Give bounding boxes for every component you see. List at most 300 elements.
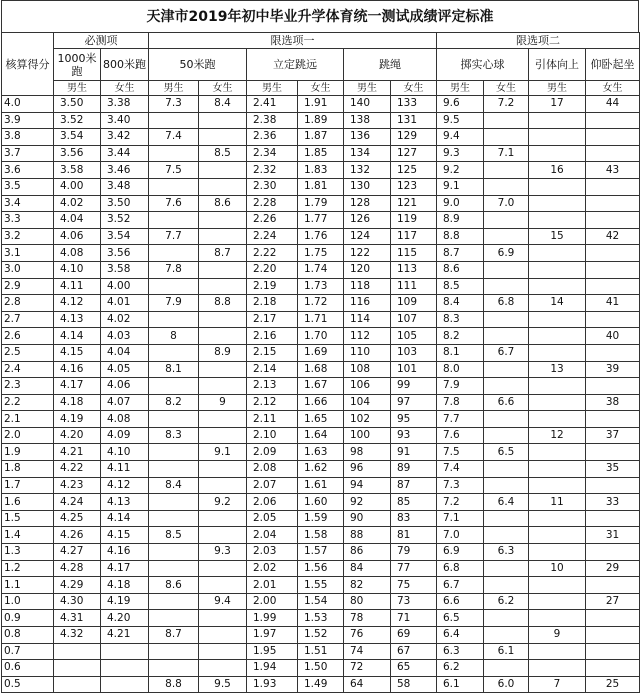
table-cell: 6.3 xyxy=(484,544,529,561)
table-cell: 2.19 xyxy=(247,278,298,295)
score-cell: 3.1 xyxy=(2,245,54,262)
table-cell xyxy=(529,112,586,129)
table-cell: 4.31 xyxy=(54,610,101,627)
table-cell: 6.9 xyxy=(437,544,484,561)
table-cell: 6.6 xyxy=(437,593,484,610)
table-cell: 109 xyxy=(391,295,437,312)
table-cell: 121 xyxy=(391,195,437,212)
table-cell: 113 xyxy=(391,261,437,278)
table-cell: 79 xyxy=(391,544,437,561)
table-cell: 80 xyxy=(344,593,391,610)
table-cell xyxy=(586,411,640,428)
table-cell: 6.5 xyxy=(484,444,529,461)
table-cell: 4.02 xyxy=(54,195,101,212)
table-cell xyxy=(484,461,529,478)
table-cell: 3.56 xyxy=(54,145,101,162)
table-cell: 3.48 xyxy=(101,178,149,195)
table-cell: 90 xyxy=(344,510,391,527)
score-cell: 0.5 xyxy=(2,676,54,693)
table-row xyxy=(2,129,640,146)
table-cell: 7.2 xyxy=(484,96,529,113)
score-cell: 1.1 xyxy=(2,577,54,594)
table-cell xyxy=(484,112,529,129)
table-cell: 25 xyxy=(586,676,640,693)
table-cell: 4.08 xyxy=(101,411,149,428)
score-cell: 2.7 xyxy=(2,311,54,328)
score-cell: 1.2 xyxy=(2,560,54,577)
table-cell xyxy=(484,660,529,677)
table-cell: 7.3 xyxy=(437,477,484,494)
table-cell: 4.20 xyxy=(54,427,101,444)
table-cell: 2.36 xyxy=(247,129,298,146)
table-cell: 4.19 xyxy=(54,411,101,428)
table-cell: 1.81 xyxy=(298,178,344,195)
col-800m-female: 女生 xyxy=(101,81,149,96)
table-cell xyxy=(529,129,586,146)
table-cell: 2.09 xyxy=(247,444,298,461)
table-cell: 7.6 xyxy=(149,195,199,212)
table-cell: 67 xyxy=(391,643,437,660)
table-cell: 2.32 xyxy=(247,162,298,179)
table-cell: 13 xyxy=(529,361,586,378)
table-cell: 2.18 xyxy=(247,295,298,312)
table-cell: 2.07 xyxy=(247,477,298,494)
table-cell: 4.28 xyxy=(54,560,101,577)
table-row xyxy=(2,643,640,660)
table-cell: 1.67 xyxy=(298,378,344,395)
table-cell xyxy=(199,162,247,179)
table-cell: 15 xyxy=(529,228,586,245)
table-cell: 126 xyxy=(344,212,391,229)
table-cell: 8.7 xyxy=(437,245,484,262)
item-rope: 跳绳 xyxy=(344,49,437,81)
table-cell: 4.14 xyxy=(101,510,149,527)
table-cell: 3.38 xyxy=(101,96,149,113)
table-cell: 3.46 xyxy=(101,162,149,179)
table-cell: 3.40 xyxy=(101,112,149,129)
table-cell: 4.23 xyxy=(54,477,101,494)
table-cell: 1.59 xyxy=(298,510,344,527)
score-cell: 3.9 xyxy=(2,112,54,129)
table-cell: 65 xyxy=(391,660,437,677)
table-cell: 4.16 xyxy=(54,361,101,378)
table-cell: 85 xyxy=(391,494,437,511)
table-cell xyxy=(199,411,247,428)
table-cell xyxy=(586,145,640,162)
table-cell xyxy=(199,328,247,345)
table-cell xyxy=(529,328,586,345)
score-cell: 1.8 xyxy=(2,461,54,478)
table-cell: 4.09 xyxy=(101,427,149,444)
table-cell: 1.79 xyxy=(298,195,344,212)
table-row xyxy=(2,96,640,113)
table-cell: 1.75 xyxy=(298,245,344,262)
table-cell: 7.8 xyxy=(149,261,199,278)
table-cell: 6.1 xyxy=(437,676,484,693)
table-cell: 4.13 xyxy=(54,311,101,328)
table-cell xyxy=(529,544,586,561)
table-cell: 11 xyxy=(529,494,586,511)
table-cell: 114 xyxy=(344,311,391,328)
table-cell: 1.89 xyxy=(298,112,344,129)
table-cell xyxy=(484,510,529,527)
table-cell: 81 xyxy=(391,527,437,544)
table-cell: 92 xyxy=(344,494,391,511)
table-row xyxy=(2,676,640,693)
table-cell xyxy=(529,212,586,229)
table-cell xyxy=(199,660,247,677)
table-row xyxy=(2,510,640,527)
table-cell: 86 xyxy=(344,544,391,561)
table-cell: 7.7 xyxy=(149,228,199,245)
table-cell: 41 xyxy=(586,295,640,312)
table-cell: 8.8 xyxy=(199,295,247,312)
table-cell xyxy=(586,544,640,561)
table-cell: 1.83 xyxy=(298,162,344,179)
group-optional-2: 限选项二 xyxy=(437,33,640,49)
table-cell xyxy=(149,544,199,561)
table-cell xyxy=(199,311,247,328)
table-cell: 3.56 xyxy=(101,245,149,262)
table-cell xyxy=(199,361,247,378)
score-cell: 2.8 xyxy=(2,295,54,312)
table-cell: 4.21 xyxy=(101,627,149,644)
table-cell: 1.51 xyxy=(298,643,344,660)
table-cell: 4.13 xyxy=(101,494,149,511)
table-cell xyxy=(529,643,586,660)
table-cell: 4.21 xyxy=(54,444,101,461)
table-cell: 136 xyxy=(344,129,391,146)
table-cell xyxy=(484,411,529,428)
table-cell xyxy=(199,610,247,627)
table-cell: 8.9 xyxy=(437,212,484,229)
table-cell xyxy=(484,212,529,229)
table-cell xyxy=(586,112,640,129)
table-cell xyxy=(529,245,586,262)
table-cell xyxy=(199,228,247,245)
table-cell xyxy=(529,461,586,478)
table-cell: 110 xyxy=(344,344,391,361)
table-cell: 107 xyxy=(391,311,437,328)
table-cell: 9 xyxy=(529,627,586,644)
table-cell: 4.06 xyxy=(101,378,149,395)
table-cell: 2.11 xyxy=(247,411,298,428)
table-cell: 3.50 xyxy=(101,195,149,212)
table-cell xyxy=(484,560,529,577)
table-cell xyxy=(529,610,586,627)
table-cell: 1.76 xyxy=(298,228,344,245)
table-cell: 132 xyxy=(344,162,391,179)
table-cell: 4.22 xyxy=(54,461,101,478)
table-cell xyxy=(529,660,586,677)
col-rope-female: 女生 xyxy=(391,81,437,96)
table-cell: 1.57 xyxy=(298,544,344,561)
table-cell: 4.15 xyxy=(54,344,101,361)
table-cell: 8.2 xyxy=(437,328,484,345)
table-cell: 8.2 xyxy=(149,394,199,411)
table-row xyxy=(2,544,640,561)
score-cell: 3.0 xyxy=(2,261,54,278)
table-cell: 38 xyxy=(586,394,640,411)
table-cell: 40 xyxy=(586,328,640,345)
table-cell: 8.5 xyxy=(199,145,247,162)
table-cell: 8.7 xyxy=(149,627,199,644)
score-cell: 0.9 xyxy=(2,610,54,627)
table-cell xyxy=(529,444,586,461)
table-row xyxy=(2,560,640,577)
table-cell xyxy=(199,212,247,229)
table-cell: 1.68 xyxy=(298,361,344,378)
table-cell: 2.28 xyxy=(247,195,298,212)
table-row xyxy=(2,593,640,610)
table-cell: 3.52 xyxy=(54,112,101,129)
table-cell: 4.24 xyxy=(54,494,101,511)
table-cell xyxy=(586,444,640,461)
table-cell: 7.7 xyxy=(437,411,484,428)
table-cell: 1.72 xyxy=(298,295,344,312)
table-cell xyxy=(149,378,199,395)
table-cell: 9.1 xyxy=(437,178,484,195)
table-cell: 99 xyxy=(391,378,437,395)
table-cell xyxy=(484,378,529,395)
table-row xyxy=(2,178,640,195)
table-cell: 6.8 xyxy=(484,295,529,312)
table-body xyxy=(2,96,640,693)
table-cell xyxy=(149,245,199,262)
table-cell: 8.3 xyxy=(149,427,199,444)
table-cell: 8.8 xyxy=(149,676,199,693)
table-cell: 4.07 xyxy=(101,394,149,411)
score-cell: 1.6 xyxy=(2,494,54,511)
table-cell: 4.26 xyxy=(54,527,101,544)
table-cell: 140 xyxy=(344,96,391,113)
table-cell: 7.6 xyxy=(437,427,484,444)
table-cell: 2.13 xyxy=(247,378,298,395)
table-row xyxy=(2,494,640,511)
table-cell: 9.3 xyxy=(437,145,484,162)
table-cell xyxy=(484,627,529,644)
table-cell: 3.44 xyxy=(101,145,149,162)
table-cell xyxy=(484,311,529,328)
table-cell xyxy=(529,344,586,361)
table-cell xyxy=(199,261,247,278)
table-cell xyxy=(484,577,529,594)
score-cell: 0.6 xyxy=(2,660,54,677)
table-cell xyxy=(149,112,199,129)
table-cell xyxy=(484,261,529,278)
table-cell: 1.71 xyxy=(298,311,344,328)
table-row xyxy=(2,328,640,345)
table-cell: 1.97 xyxy=(247,627,298,644)
table-cell xyxy=(199,461,247,478)
table-cell: 124 xyxy=(344,228,391,245)
table-cell: 2.38 xyxy=(247,112,298,129)
table-cell: 93 xyxy=(391,427,437,444)
table-cell xyxy=(199,510,247,527)
table-cell: 4.11 xyxy=(101,461,149,478)
table-cell: 8.4 xyxy=(437,295,484,312)
table-cell: 6.8 xyxy=(437,560,484,577)
table-cell: 95 xyxy=(391,411,437,428)
score-cell: 3.4 xyxy=(2,195,54,212)
table-cell xyxy=(101,643,149,660)
standards-sheet xyxy=(1,0,639,693)
table-cell: 1.95 xyxy=(247,643,298,660)
table-cell xyxy=(199,627,247,644)
table-cell: 9.3 xyxy=(199,544,247,561)
table-row xyxy=(2,145,640,162)
table-row xyxy=(2,261,640,278)
table-cell xyxy=(484,527,529,544)
table-cell xyxy=(54,643,101,660)
table-cell: 94 xyxy=(344,477,391,494)
table-cell xyxy=(149,311,199,328)
table-cell: 4.02 xyxy=(101,311,149,328)
table-cell xyxy=(149,510,199,527)
item-800m: 800米跑 xyxy=(101,49,149,81)
col-pullup-male: 男生 xyxy=(529,81,586,96)
table-cell xyxy=(199,278,247,295)
score-cell: 1.5 xyxy=(2,510,54,527)
table-cell: 103 xyxy=(391,344,437,361)
table-row xyxy=(2,411,640,428)
score-cell: 3.7 xyxy=(2,145,54,162)
score-cell: 2.4 xyxy=(2,361,54,378)
table-cell: 7.1 xyxy=(484,145,529,162)
table-cell: 122 xyxy=(344,245,391,262)
table-cell: 7.0 xyxy=(484,195,529,212)
table-cell: 71 xyxy=(391,610,437,627)
table-cell: 17 xyxy=(529,96,586,113)
table-cell: 9.4 xyxy=(199,593,247,610)
table-cell: 1.99 xyxy=(247,610,298,627)
table-cell: 6.9 xyxy=(484,245,529,262)
table-cell: 1.56 xyxy=(298,560,344,577)
item-situp: 仰卧起坐 xyxy=(586,49,640,81)
table-cell: 1.53 xyxy=(298,610,344,627)
table-cell: 3.58 xyxy=(54,162,101,179)
table-cell xyxy=(54,676,101,693)
table-cell xyxy=(586,378,640,395)
table-cell xyxy=(586,643,640,660)
table-cell: 7.5 xyxy=(437,444,484,461)
table-cell: 111 xyxy=(391,278,437,295)
table-row xyxy=(2,444,640,461)
table-cell: 7.1 xyxy=(437,510,484,527)
table-cell: 8.6 xyxy=(437,261,484,278)
table-cell: 2.34 xyxy=(247,145,298,162)
table-cell: 4.17 xyxy=(101,560,149,577)
table-cell: 8.5 xyxy=(437,278,484,295)
col-shot-female: 女生 xyxy=(484,81,529,96)
table-cell: 133 xyxy=(391,96,437,113)
table-cell: 6.4 xyxy=(437,627,484,644)
table-cell: 9.4 xyxy=(437,129,484,146)
table-cell: 69 xyxy=(391,627,437,644)
table-row xyxy=(2,660,640,677)
table-cell xyxy=(529,411,586,428)
table-cell: 78 xyxy=(344,610,391,627)
table-cell xyxy=(149,560,199,577)
table-cell: 6.5 xyxy=(437,610,484,627)
table-cell: 6.2 xyxy=(484,593,529,610)
table-cell: 7.9 xyxy=(149,295,199,312)
table-cell: 4.16 xyxy=(101,544,149,561)
table-cell: 97 xyxy=(391,394,437,411)
table-cell: 43 xyxy=(586,162,640,179)
table-cell: 117 xyxy=(391,228,437,245)
table-cell xyxy=(149,212,199,229)
table-cell: 4.29 xyxy=(54,577,101,594)
table-cell: 39 xyxy=(586,361,640,378)
score-cell: 3.6 xyxy=(2,162,54,179)
table-cell: 4.10 xyxy=(101,444,149,461)
table-cell xyxy=(586,660,640,677)
table-cell xyxy=(199,643,247,660)
item-1000m: 1000米跑 xyxy=(54,49,101,81)
score-cell: 3.8 xyxy=(2,129,54,146)
table-cell: 4.11 xyxy=(54,278,101,295)
table-cell: 4.03 xyxy=(101,328,149,345)
table-cell: 1.58 xyxy=(298,527,344,544)
table-cell: 7 xyxy=(529,676,586,693)
table-cell: 4.04 xyxy=(54,212,101,229)
table-cell: 89 xyxy=(391,461,437,478)
table-cell: 8 xyxy=(149,328,199,345)
table-cell: 112 xyxy=(344,328,391,345)
score-cell: 2.9 xyxy=(2,278,54,295)
table-cell: 4.08 xyxy=(54,245,101,262)
table-cell xyxy=(484,610,529,627)
table-cell: 1.49 xyxy=(298,676,344,693)
table-cell: 14 xyxy=(529,295,586,312)
table-cell: 9.0 xyxy=(437,195,484,212)
table-cell: 123 xyxy=(391,178,437,195)
table-cell xyxy=(586,195,640,212)
table-cell: 75 xyxy=(391,577,437,594)
table-cell: 98 xyxy=(344,444,391,461)
table-cell: 83 xyxy=(391,510,437,527)
table-cell: 1.65 xyxy=(298,411,344,428)
table-cell: 4.25 xyxy=(54,510,101,527)
table-cell xyxy=(529,527,586,544)
table-cell: 2.05 xyxy=(247,510,298,527)
table-cell: 7.0 xyxy=(437,527,484,544)
item-pullup: 引体向上 xyxy=(529,49,586,81)
score-cell: 1.7 xyxy=(2,477,54,494)
table-cell: 64 xyxy=(344,676,391,693)
table-cell: 35 xyxy=(586,461,640,478)
table-cell xyxy=(586,477,640,494)
table-cell: 100 xyxy=(344,427,391,444)
table-cell: 8.9 xyxy=(199,344,247,361)
table-cell: 8.4 xyxy=(199,96,247,113)
table-cell: 6.7 xyxy=(437,577,484,594)
table-cell: 8.6 xyxy=(199,195,247,212)
group-optional-1: 限选项一 xyxy=(149,33,437,49)
table-cell: 8.8 xyxy=(437,228,484,245)
table-cell: 29 xyxy=(586,560,640,577)
table-cell xyxy=(586,212,640,229)
table-row xyxy=(2,427,640,444)
table-cell: 9.2 xyxy=(437,162,484,179)
table-cell: 1.73 xyxy=(298,278,344,295)
table-row xyxy=(2,162,640,179)
table-cell xyxy=(149,344,199,361)
table-cell: 9.6 xyxy=(437,96,484,113)
table-cell xyxy=(586,577,640,594)
score-cell: 2.0 xyxy=(2,427,54,444)
